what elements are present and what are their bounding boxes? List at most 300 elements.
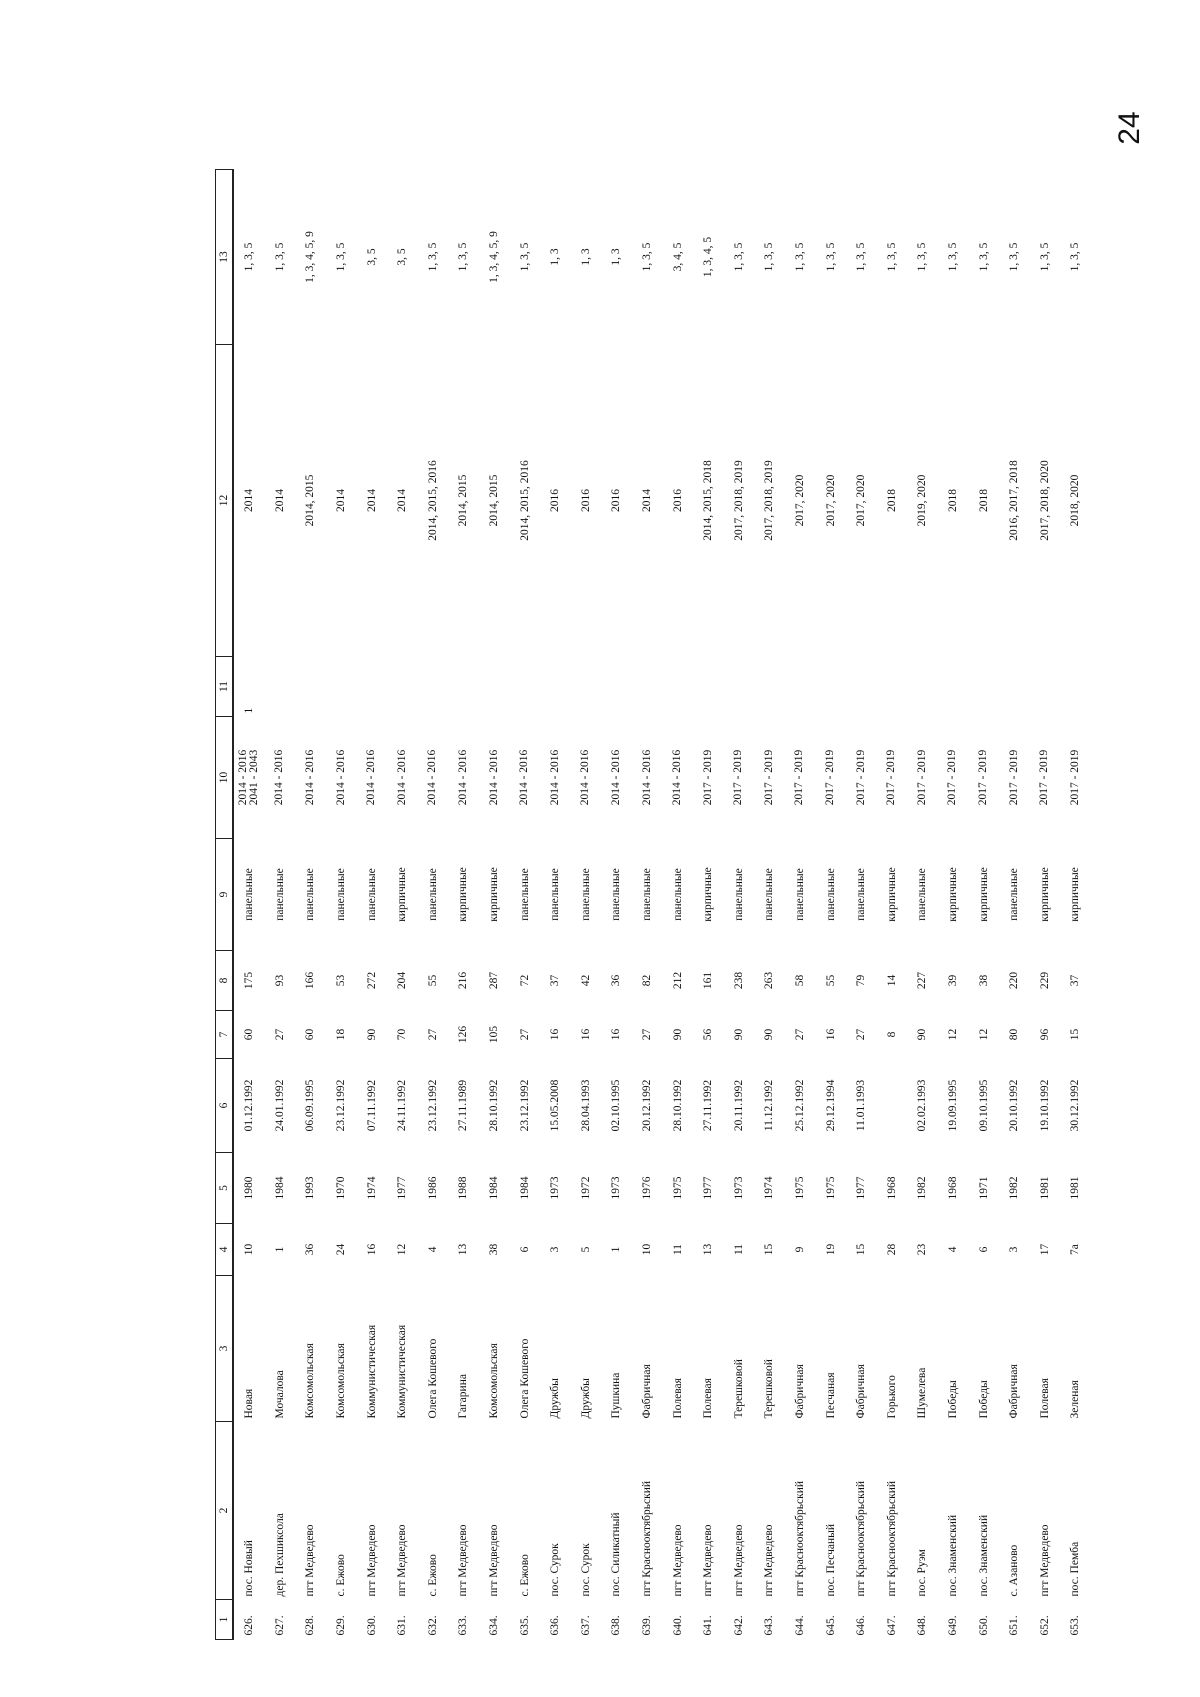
cell-build-year: 1986 (426, 1176, 439, 1200)
cell-works-years: 2016 (610, 489, 623, 512)
cell-line: 2014 - 2016 (237, 749, 250, 806)
cell-repair-period: 2014 - 2016 (303, 749, 316, 806)
cell-row-number: 627. (273, 1615, 286, 1636)
table-row (571, 170, 602, 1640)
cell-build-year: 1975 (793, 1176, 806, 1200)
cell-house-number: 10 (243, 1243, 256, 1256)
column-header-4: 4 (216, 1224, 234, 1276)
cell-wall-material: кирпичные (396, 867, 409, 922)
cell-build-year: 1977 (396, 1176, 409, 1200)
cell-residents: 227 (916, 971, 929, 990)
cell-works-years: 2018 (977, 489, 990, 512)
cell-works-types: 1, 3, 5 (641, 242, 654, 272)
cell-wall-material: панельные (426, 868, 439, 921)
cell-build-year: 1977 (855, 1176, 868, 1200)
cell-column-11 (387, 657, 418, 717)
cell-build-year: 1982 (1008, 1176, 1021, 1200)
cell-apartments: 90 (732, 1028, 745, 1041)
cell-house-number: 6 (518, 1246, 531, 1253)
cell-wall-material: панельные (671, 868, 684, 921)
table-row (815, 170, 846, 1640)
cell-column-11 (265, 657, 296, 717)
cell-build-year: 1968 (946, 1176, 959, 1200)
cell-privatization-date: 23.12.1992 (518, 1079, 531, 1132)
cell-residents: 82 (641, 974, 654, 987)
cell-works-years: 2017, 2018, 2019 (732, 460, 745, 541)
cell-street: Фабричная (1008, 1364, 1021, 1419)
cell-privatization-date: 28.10.1992 (488, 1079, 501, 1132)
cell-street: Олега Кошевого (426, 1338, 439, 1419)
cell-privatization-date: 20.10.1992 (1008, 1079, 1021, 1132)
cell-street: Победы (946, 1380, 959, 1419)
cell-privatization-date: 06.09.1995 (304, 1079, 317, 1132)
cell-build-year: 1974 (763, 1176, 776, 1200)
cell-row-number: 652. (1038, 1615, 1051, 1636)
cell-works-years: 2014 (365, 489, 378, 512)
cell-street: Фабричная (855, 1364, 868, 1419)
cell-privatization-date: 15.05.2008 (549, 1079, 562, 1132)
cell-house-number: 3 (549, 1246, 562, 1253)
cell-column-11 (540, 657, 571, 717)
cell-row-number: 642. (732, 1615, 745, 1636)
cell-repair-period: 2017 - 2019 (1007, 749, 1020, 806)
cell-row-number: 650. (977, 1615, 990, 1636)
cell-apartments: 27 (641, 1028, 654, 1041)
cell-works-years: 2014, 2015 (457, 474, 470, 527)
cell-works-types: 1, 3, 5 (885, 242, 898, 272)
cell-settlement: пгт Медведево (671, 1524, 684, 1597)
cell-column-11 (662, 657, 693, 717)
cell-repair-period: 2014 - 2016 (426, 749, 439, 806)
table-row (999, 170, 1030, 1640)
cell-line: 2041 - 2043 (248, 749, 261, 806)
cell-wall-material: панельные (763, 868, 776, 921)
cell-apartments: 96 (1038, 1028, 1051, 1041)
table-row (448, 170, 479, 1640)
cell-works-years: 2016 (549, 489, 562, 512)
cell-build-year: 1968 (885, 1176, 898, 1200)
cell-wall-material: кирпичные (702, 867, 715, 922)
cell-wall-material: панельные (273, 868, 286, 921)
cell-build-year: 1974 (365, 1176, 378, 1200)
cell-column-11 (295, 657, 326, 717)
cell-wall-material: панельные (518, 868, 531, 921)
cell-settlement: пос. Пемба (1069, 1541, 1082, 1597)
cell-residents: 161 (702, 971, 715, 990)
cell-privatization-date: 23.12.1992 (335, 1079, 348, 1132)
cell-residents: 42 (579, 974, 592, 987)
cell-settlement: пгт Медведево (763, 1524, 776, 1597)
cell-wall-material: панельные (365, 868, 378, 921)
cell-row-number: 638. (610, 1615, 623, 1636)
page-number: 24 (1113, 111, 1146, 145)
cell-street: Гагарина (457, 1374, 470, 1419)
cell-works-years: 2014, 2015, 2016 (518, 460, 531, 541)
cell-residents: 204 (396, 971, 409, 990)
cell-works-years: 2014, 2015, 2016 (426, 460, 439, 541)
table-row (540, 170, 571, 1640)
cell-house-number: 12 (396, 1243, 409, 1256)
cell-column-11 (815, 657, 846, 717)
cell-residents: 263 (763, 971, 776, 990)
cell-apartments: 27 (426, 1028, 439, 1041)
cell-wall-material: кирпичные (488, 867, 501, 922)
cell-works-years: 2014 (396, 489, 409, 512)
cell-build-year: 1984 (273, 1176, 286, 1200)
cell-privatization-date: 30.12.1992 (1069, 1079, 1082, 1132)
cell-house-number: 11 (671, 1243, 684, 1256)
cell-apartments: 27 (793, 1028, 806, 1041)
cell-row-number: 641. (702, 1615, 715, 1636)
cell-works-years: 2014 (273, 489, 286, 512)
cell-build-year: 1982 (916, 1176, 929, 1200)
cell-residents: 39 (946, 974, 959, 987)
cell-works-types: 1, 3, 5 (457, 242, 470, 272)
cell-row-number: 639. (641, 1615, 654, 1636)
cell-works-types: 1, 3, 5 (855, 242, 868, 272)
column-header-5: 5 (216, 1153, 234, 1224)
table-row (754, 170, 785, 1640)
cell-column-11 (601, 657, 632, 717)
cell-house-number: 7а (1069, 1244, 1082, 1255)
cell-works-types: 1, 3, 5 (793, 242, 806, 272)
cell-repair-period: 2017 - 2019 (793, 749, 806, 806)
cell-works-types: 1, 3, 4, 5, 9 (488, 231, 501, 283)
cell-works-types: 3, 5 (396, 248, 409, 266)
table-row (1060, 170, 1091, 1640)
cell-column-11 (479, 657, 510, 717)
column-header-7: 7 (216, 1011, 234, 1059)
column-header-10: 10 (216, 717, 234, 839)
cell-works-years: 2017, 2018, 2019 (763, 460, 776, 541)
cell-column-11 (1060, 657, 1091, 717)
cell-street: Терешковой (732, 1359, 745, 1419)
cell-repair-period: 2014 - 2016 (487, 749, 500, 806)
cell-repair-period: 2017 - 2019 (885, 749, 898, 806)
table-row (693, 170, 724, 1640)
cell-settlement: пгт Краснооктябрьский (885, 1481, 898, 1597)
cell-build-year: 1971 (977, 1176, 990, 1200)
cell-build-year: 1993 (304, 1176, 317, 1200)
cell-works-years: 2017, 2020 (855, 474, 868, 527)
cell-apartments: 90 (671, 1028, 684, 1041)
cell-house-number: 15 (763, 1243, 776, 1256)
cell-privatization-date: 24.01.1992 (273, 1079, 286, 1132)
cell-repair-period: 2017 - 2019 (701, 749, 714, 806)
cell-residents: 229 (1038, 971, 1051, 990)
table-row (662, 170, 693, 1640)
cell-works-years: 2016 (579, 489, 592, 512)
cell-residents: 272 (365, 971, 378, 990)
cell-works-types: 1, 3, 5 (518, 242, 531, 272)
cell-street: Олега Кошевого (518, 1338, 531, 1419)
cell-row-number: 651. (1008, 1615, 1021, 1636)
cell-column-11 (509, 657, 540, 717)
cell-build-year: 1980 (243, 1176, 256, 1200)
cell-row-number: 640. (671, 1615, 684, 1636)
cell-column-11 (724, 657, 755, 717)
cell-repair-period: 2017 - 2019 (854, 749, 867, 806)
cell-house-number: 10 (641, 1243, 654, 1256)
cell-settlement: пгт Медведево (702, 1524, 715, 1597)
cell-street: Фабричная (793, 1364, 806, 1419)
cell-row-number: 646. (855, 1615, 868, 1636)
cell-wall-material: панельные (916, 868, 929, 921)
cell-residents: 55 (426, 974, 439, 987)
cell-privatization-date: 28.04.1993 (579, 1079, 592, 1132)
cell-row-number: 633. (457, 1615, 470, 1636)
cell-works-years: 2018 (885, 489, 898, 512)
cell-apartments: 60 (304, 1028, 317, 1041)
column-header-3: 3 (216, 1276, 234, 1422)
cell-house-number: 4 (426, 1246, 439, 1253)
cell-residents: 36 (610, 974, 623, 987)
cell-works-types: 1, 3, 5 (426, 242, 439, 272)
cell-street: Дружбы (579, 1378, 592, 1419)
cell-apartments: 27 (518, 1028, 531, 1041)
cell-residents: 55 (824, 974, 837, 987)
cell-residents: 58 (793, 974, 806, 987)
cell-privatization-date: 09.10.1995 (977, 1079, 990, 1132)
cell-column-11 (785, 657, 816, 717)
table-row (724, 170, 755, 1640)
cell-column-11 (448, 657, 479, 717)
column-header-11: 11 (216, 657, 234, 717)
cell-works-types: 1, 3, 5 (824, 242, 837, 272)
cell-build-year: 1975 (671, 1176, 684, 1200)
cell-house-number: 1 (273, 1246, 286, 1253)
cell-repair-period: 2014 - 2016 (273, 749, 286, 806)
cell-apartments: 90 (916, 1028, 929, 1041)
column-header-13: 13 (216, 170, 234, 345)
cell-column-11 (999, 657, 1030, 717)
cell-street: Полевая (1038, 1378, 1051, 1419)
cell-wall-material: панельные (579, 868, 592, 921)
cell-house-number: 38 (488, 1243, 501, 1256)
table-row (418, 170, 449, 1640)
cell-house-number: 6 (977, 1246, 990, 1253)
cell-apartments: 12 (946, 1028, 959, 1041)
cell-settlement: с. Ежово (426, 1554, 439, 1597)
cell-wall-material: кирпичные (977, 867, 990, 922)
cell-house-number: 17 (1038, 1243, 1051, 1256)
cell-wall-material: кирпичные (457, 867, 470, 922)
cell-build-year: 1984 (518, 1176, 531, 1200)
cell-apartments: 56 (702, 1028, 715, 1041)
cell-residents: 38 (977, 974, 990, 987)
cell-house-number: 16 (365, 1243, 378, 1256)
cell-apartments: 60 (243, 1028, 256, 1041)
cell-works-types: 1, 3, 4, 5, 9 (304, 231, 317, 283)
table-row (876, 170, 907, 1640)
cell-apartments: 70 (396, 1028, 409, 1041)
cell-apartments: 12 (977, 1028, 990, 1041)
column-header-2: 2 (216, 1422, 234, 1600)
cell-settlement: пос. Новый (243, 1540, 256, 1597)
cell-privatization-date: 02.02.1993 (916, 1079, 929, 1132)
cell-row-number: 632. (426, 1615, 439, 1636)
cell-residents: 238 (732, 971, 745, 990)
cell-house-number: 23 (916, 1243, 929, 1256)
cell-apartments: 15 (1069, 1028, 1082, 1041)
cell-build-year: 1976 (641, 1176, 654, 1200)
cell-residents: 93 (273, 974, 286, 987)
column-header-8: 8 (216, 951, 234, 1011)
cell-works-years: 2019, 2020 (916, 474, 929, 527)
table-row (479, 170, 510, 1640)
cell-row-number: 643. (763, 1615, 776, 1636)
cell-settlement: пос. Сурок (579, 1543, 592, 1597)
cell-house-number: 3 (1008, 1246, 1021, 1253)
cell-apartments: 90 (365, 1028, 378, 1041)
cell-column-11 (418, 657, 449, 717)
cell-street: Пушкина (610, 1372, 623, 1419)
cell-column-11 (693, 657, 724, 717)
column-header-9: 9 (216, 839, 234, 951)
cell-residents: 72 (518, 974, 531, 987)
cell-build-year: 1972 (579, 1176, 592, 1200)
cell-street: Дружбы (549, 1378, 562, 1419)
cell-column-11 (938, 657, 969, 717)
cell-street: Новая (243, 1388, 256, 1419)
cell-house-number: 4 (946, 1246, 959, 1253)
cell-repair-period: 2017 - 2019 (915, 749, 928, 806)
cell-works-years: 2017, 2020 (793, 474, 806, 527)
cell-row-number: 648. (916, 1615, 929, 1636)
cell-row-number: 630. (365, 1615, 378, 1636)
column-header-6: 6 (216, 1059, 234, 1153)
cell-apartments: 90 (763, 1028, 776, 1041)
cell-settlement: пгт Медведево (396, 1524, 409, 1597)
cell-works-types: 1, 3, 5 (763, 242, 776, 272)
cell-privatization-date: 07.11.1992 (365, 1079, 378, 1132)
cell-settlement: пос. Песчаный (824, 1523, 837, 1597)
cell-works-years: 2017, 2018, 2020 (1038, 460, 1051, 541)
cell-repair-period: 2014 - 2016 (456, 749, 469, 806)
cell-repair-period: 2014 - 2016 (671, 749, 684, 806)
cell-street: Комсомольская (488, 1343, 501, 1419)
table-row (387, 170, 418, 1640)
cell-residents: 175 (243, 971, 256, 990)
cell-privatization-date: 27.11.1989 (457, 1079, 470, 1132)
cell-works-types: 3, 4, 5 (671, 242, 684, 272)
cell-privatization-date: 28.10.1992 (671, 1079, 684, 1132)
cell-works-years: 2014, 2015 (304, 474, 317, 527)
cell-apartments: 126 (457, 1025, 470, 1044)
cell-row-number: 649. (946, 1615, 959, 1636)
cell-apartments: 16 (610, 1028, 623, 1041)
cell-column-11 (968, 657, 999, 717)
table-row (295, 170, 326, 1640)
cell-privatization-date: 11.12.1992 (763, 1079, 776, 1132)
cell-privatization-date: 20.11.1992 (732, 1079, 745, 1132)
cell-residents: 53 (335, 974, 348, 987)
cell-wall-material: панельные (243, 868, 256, 921)
cell-wall-material: панельные (610, 868, 623, 921)
cell-column-11 (876, 657, 907, 717)
cell-wall-material: панельные (335, 868, 348, 921)
cell-privatization-date: 25.12.1992 (793, 1079, 806, 1132)
cell-settlement: пгт Краснооктябрьский (855, 1481, 868, 1597)
cell-column-11 (632, 657, 663, 717)
cell-repair-period: 2014 - 2016 (579, 749, 592, 806)
cell-privatization-date: 23.12.1992 (426, 1079, 439, 1132)
cell-house-number: 24 (335, 1243, 348, 1256)
cell-settlement: пос. Силикатный (610, 1512, 623, 1597)
cell-column-11 (907, 657, 938, 717)
cell-apartments: 16 (824, 1028, 837, 1041)
column-number-row (216, 170, 234, 1640)
cell-works-years: 2016, 2017, 2018 (1008, 460, 1021, 541)
cell-works-years: 2014, 2015 (488, 474, 501, 527)
cell-residents: 14 (885, 974, 898, 987)
cell-repair-period: 2014 - 2016 (548, 749, 561, 806)
cell-build-year: 1973 (549, 1176, 562, 1200)
cell-works-types: 1, 3, 5 (243, 242, 256, 272)
cell-wall-material: панельные (855, 868, 868, 921)
cell-works-types: 1, 3, 5 (273, 242, 286, 272)
cell-street: Коммунистическая (365, 1324, 378, 1419)
cell-apartments: 16 (579, 1028, 592, 1041)
cell-wall-material: панельные (304, 868, 317, 921)
table-row (846, 170, 877, 1640)
cell-settlement: пгт Медведево (1038, 1524, 1051, 1597)
cell-apartments: 8 (885, 1031, 898, 1038)
cell-street: Песчаная (824, 1372, 837, 1419)
cell-row-number: 629. (335, 1615, 348, 1636)
cell-row-number: 645. (824, 1615, 837, 1636)
cell-settlement: с. Ежово (518, 1554, 531, 1597)
cell-street: Терешковой (763, 1359, 776, 1419)
cell-repair-period: 2014 - 2016 (609, 749, 622, 806)
cell-street: Победы (977, 1380, 990, 1419)
cell-column-11 (846, 657, 877, 717)
cell-build-year: 1973 (610, 1176, 623, 1200)
cell-street: Горького (885, 1375, 898, 1419)
table-row (265, 170, 296, 1640)
cell-apartments: 80 (1008, 1028, 1021, 1041)
column-header-1: 1 (216, 1600, 234, 1640)
cell-row-number: 636. (549, 1615, 562, 1636)
table-row (632, 170, 663, 1640)
cell-works-types: 1, 3 (610, 248, 623, 266)
housing-table (215, 169, 1091, 1640)
table-row (326, 170, 357, 1640)
cell-works-types: 1, 3, 5 (1038, 242, 1051, 272)
cell-wall-material: панельные (824, 868, 837, 921)
cell-row-number: 634. (488, 1615, 501, 1636)
table-row (233, 170, 265, 1640)
cell-works-types: 3, 5 (365, 248, 378, 266)
cell-works-types: 1, 3, 5 (946, 242, 959, 272)
cell-repair-period: 2017 - 2019 (732, 749, 745, 806)
cell-row-number: 644. (793, 1615, 806, 1636)
cell-settlement: пос. Руэм (916, 1549, 929, 1597)
cell-privatization-date: 02.10.1995 (610, 1079, 623, 1132)
table-row (1029, 170, 1060, 1640)
cell-repair-period: 2017 - 2019 (824, 749, 837, 806)
cell-privatization-date: 29.12.1994 (824, 1079, 837, 1132)
cell-apartments: 18 (335, 1028, 348, 1041)
cell-works-types: 1, 3 (579, 248, 592, 266)
cell-house-number: 15 (855, 1243, 868, 1256)
cell-works-years: 2014, 2015, 2018 (702, 460, 715, 541)
cell-wall-material: панельные (732, 868, 745, 921)
cell-row-number: 653. (1069, 1615, 1082, 1636)
cell-house-number: 13 (702, 1243, 715, 1256)
cell-settlement: пос. Знаменский (946, 1514, 959, 1597)
cell-column-11: 1 (243, 707, 256, 714)
